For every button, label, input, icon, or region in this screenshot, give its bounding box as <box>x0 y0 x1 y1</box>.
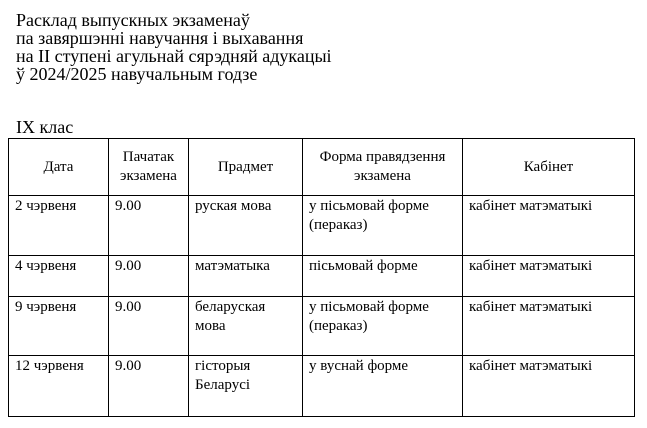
table-row <box>9 297 635 356</box>
header-room: Кабінет <box>463 139 635 196</box>
cell-exam-form: у пісьмовай форме (пераказ) <box>303 196 463 256</box>
header-subject: Прадмет <box>189 139 303 196</box>
cell-room: кабінет матэматыкі <box>463 356 635 417</box>
table-row <box>9 356 635 417</box>
title-line-3: на ІІ ступені агульнай сярэдняй адукацыі <box>16 46 332 66</box>
document-title <box>16 11 332 83</box>
exam-schedule-table <box>8 138 635 417</box>
cell-room: кабінет матэматыкі <box>463 297 635 356</box>
cell-exam-form: у вуснай форме <box>303 356 463 417</box>
cell-date: 9 чэрвеня <box>9 297 109 356</box>
cell-start-time: 9.00 <box>109 356 189 417</box>
cell-start-time: 9.00 <box>109 256 189 297</box>
title-line-4: ў 2024/2025 навучальным годзе <box>16 64 258 84</box>
cell-room: кабінет матэматыкі <box>463 196 635 256</box>
cell-subject: матэматыка <box>189 256 303 297</box>
header-date: Дата <box>9 139 109 196</box>
cell-exam-form: пісьмовай форме <box>303 256 463 297</box>
table-row <box>9 256 635 297</box>
title-line-1: Расклад выпускных экзаменаў <box>16 10 250 30</box>
header-start-time: Пачатак экзамена <box>109 139 189 196</box>
cell-subject: беларуская мова <box>189 297 303 356</box>
class-label: IX клас <box>16 117 74 137</box>
cell-start-time: 9.00 <box>109 196 189 256</box>
cell-date: 4 чэрвеня <box>9 256 109 297</box>
cell-subject: руская мова <box>189 196 303 256</box>
cell-subject: гісторыя Беларусі <box>189 356 303 417</box>
cell-date: 12 чэрвеня <box>9 356 109 417</box>
table-header-row <box>9 139 635 196</box>
table-row <box>9 196 635 256</box>
header-exam-form: Форма правядзення экзамена <box>303 139 463 196</box>
cell-exam-form: у пісьмовай форме (пераказ) <box>303 297 463 356</box>
cell-date: 2 чэрвеня <box>9 196 109 256</box>
cell-start-time: 9.00 <box>109 297 189 356</box>
title-line-2: па завяршэнні навучання і выхавання <box>16 28 304 48</box>
cell-room: кабінет матэматыкі <box>463 256 635 297</box>
